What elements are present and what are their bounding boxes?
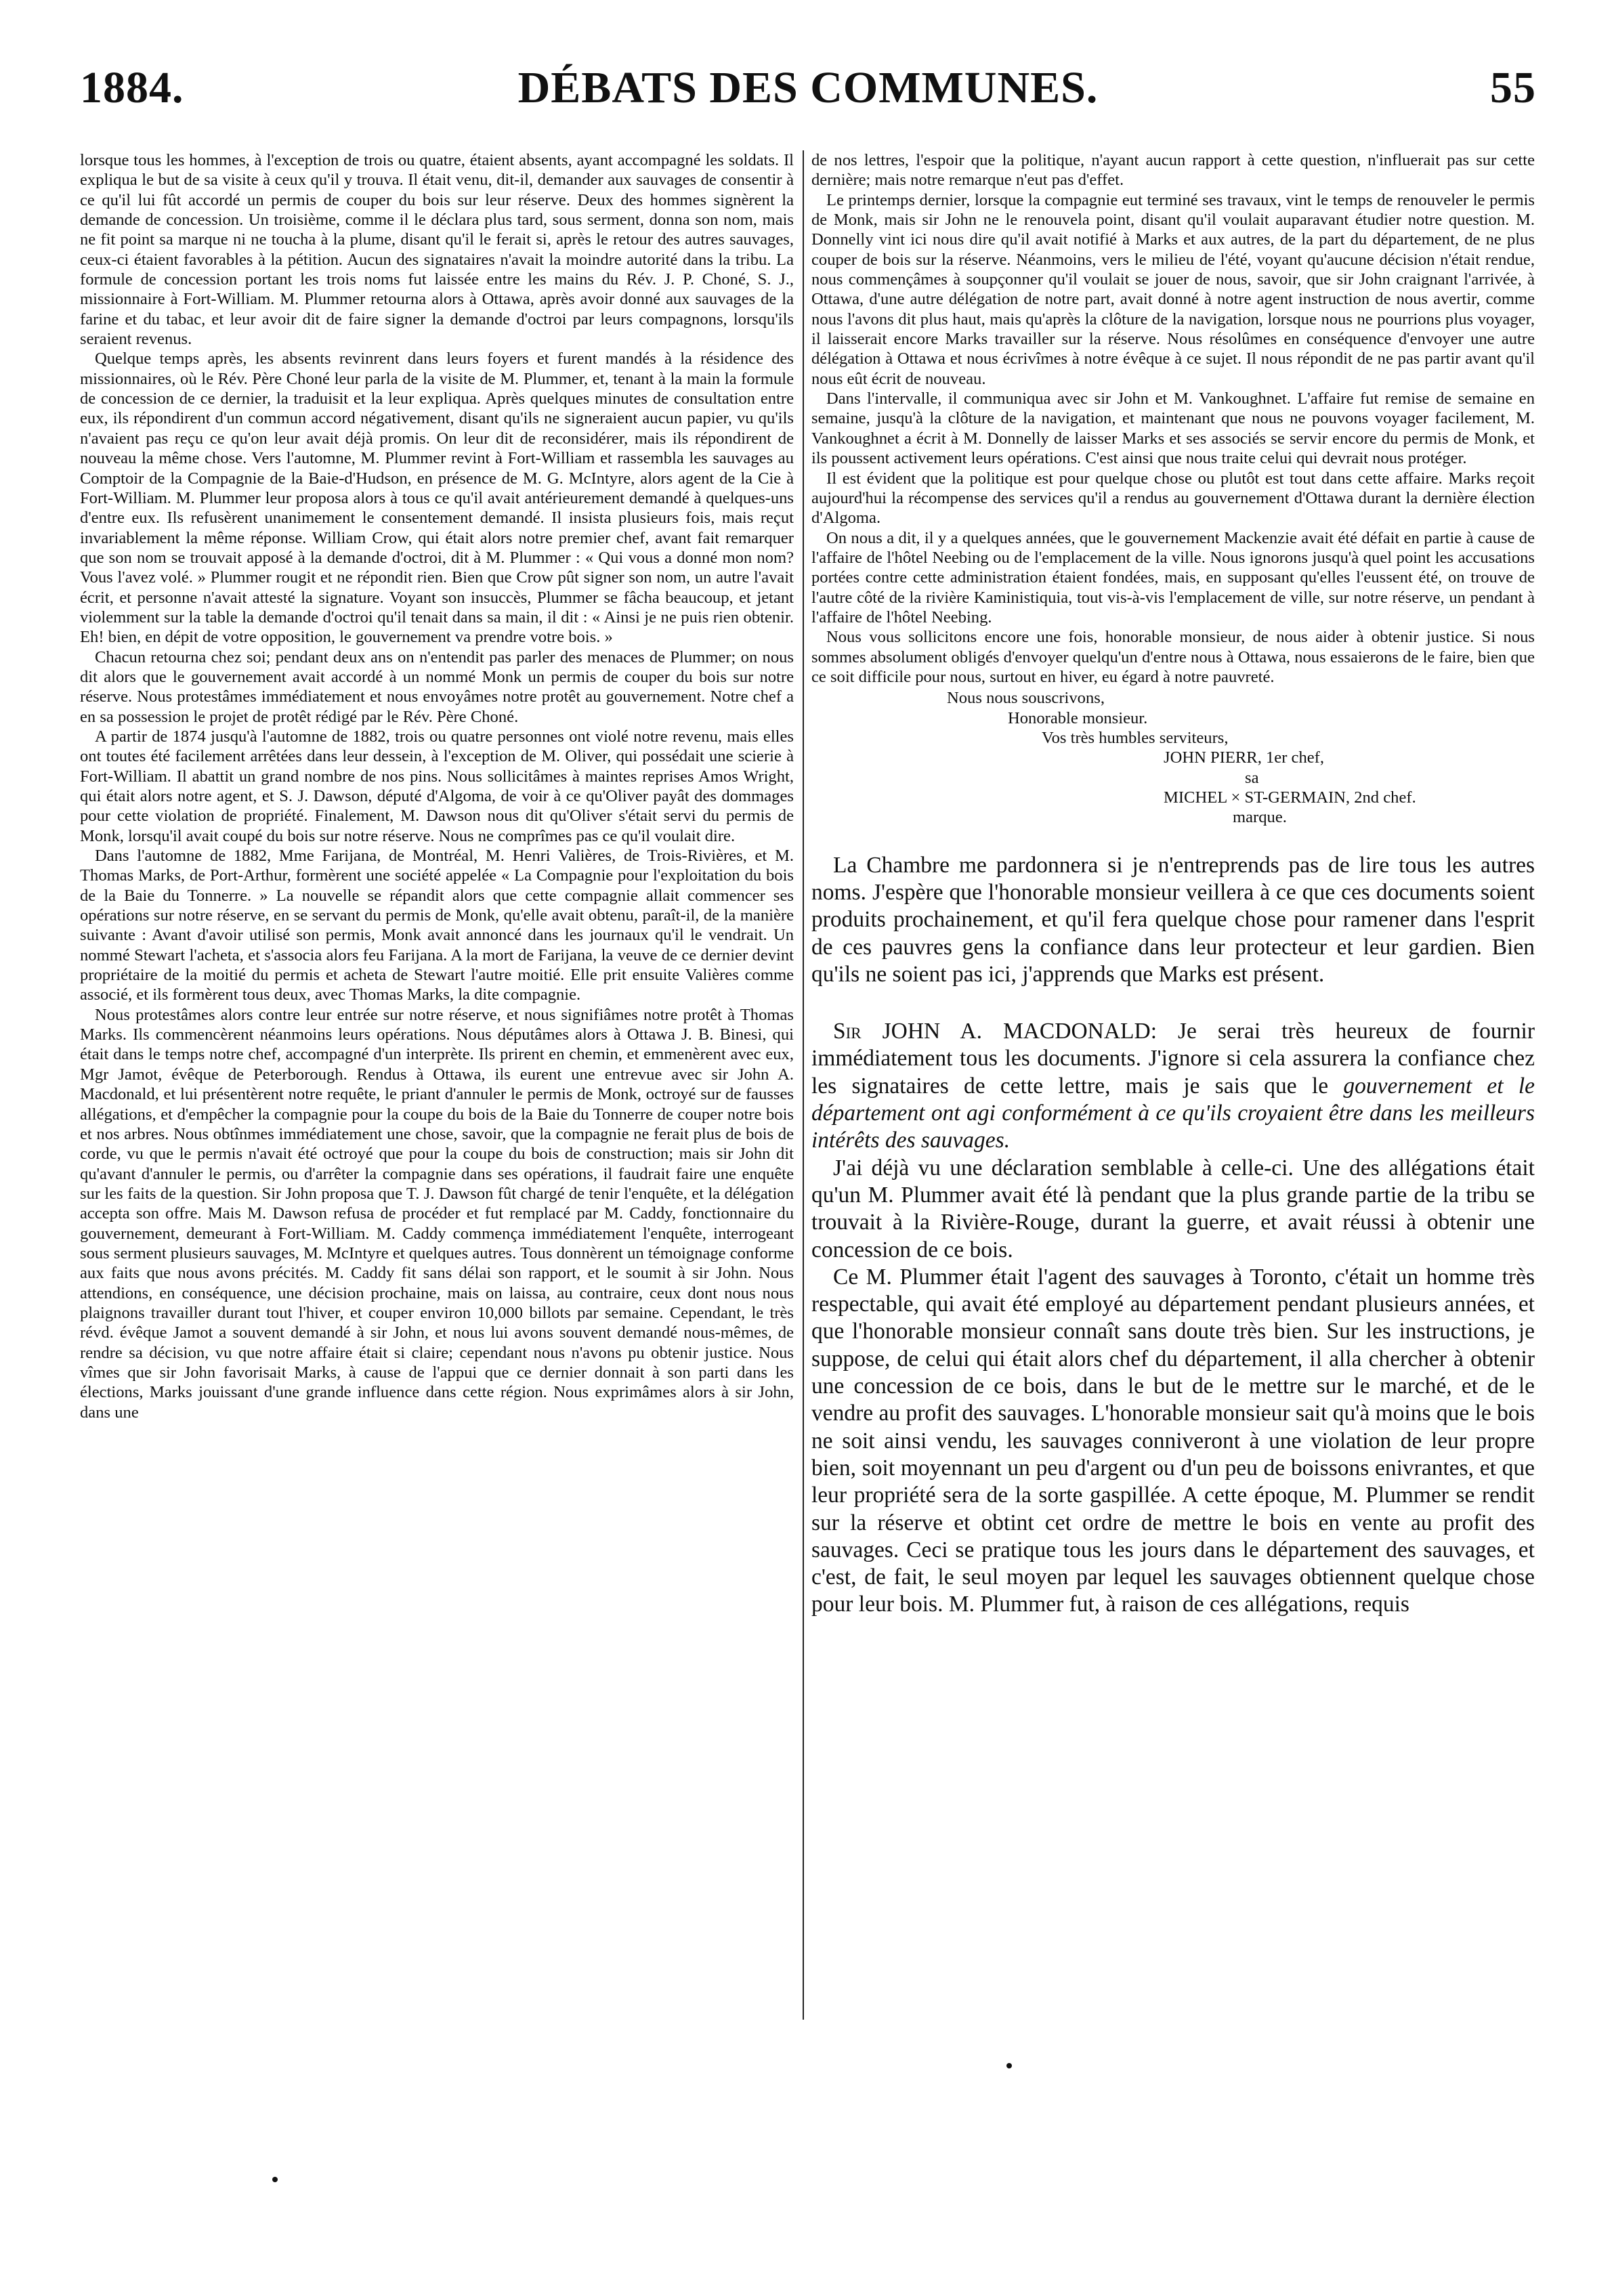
left-paragraph-2: Quelque temps après, les absents revinrent dans leurs foyers et furent mandés à la résidence des missionnaires, où le Rév. Père Choné leur parla de la visite de M. Plummer, et, tenant à la main la formule de concession de ce dernier, la traduisit et la leur expliqua. Après quelques minutes de consultation entre eux, ils répondirent d'un commun accord négativement, disant qu'ils ne signeraient aucun papier, vu qu'ils n'avaient pas reçu ce qu'on leur avait déjà promis. On leur dit de reconsidérer, mais ils répondirent de nouveau la même chose. Vers l'automne, M. Plummer revint à Fort-William et rassembla les sauvages au Comptoir de la Compagnie de la Baie-d'Hudson, en présence de M. G. McIntyre, alors agent de la Cie à Fort-William. M. Plummer leur proposa alors à tous ce qu'il avait antérieurement demandé à quelques-uns d'entre eux. Ils refusèrent unanimement le consentement demandé. Il insista plusieurs fois, mais reçut invariablement la même réponse. William Crow, qui était alors notre premier chef, avant fait remarquer que son nom se trouvait apposé à la demande d'octroi, dit à M. Plummer : « Qui vous a donné mon nom? Vous l'avez volé. » Plummer rougit et ne répondit rien. Bien que Crow pût signer son nom, un autre l'avait écrit, et personne n'avait attesté la signature. Voyant son insuccès, Plummer se fâcha beaucoup, et jetant violemment sur la table la demande d'octroi qu'il tenait dans sa main, il dit : « Ainsi je ne puis rien obtenir. Eh! bien, en dépit de votre opposition, le gouvernement va prendre votre bois. »: [80, 349, 794, 647]
printer-dot-1: [1006, 2063, 1012, 2068]
signature-mark-word: sa: [1245, 768, 1259, 787]
page-number: 55: [1490, 63, 1536, 112]
column-divider: [803, 150, 804, 2020]
debate-remarks: [811, 852, 1535, 1619]
signature-mark-label: marque.: [1233, 808, 1287, 827]
letter-signature: [811, 688, 1535, 827]
signature-closing: Nous nous souscrivons,: [947, 689, 1105, 708]
header-year: 1884.: [80, 63, 184, 112]
speech-paragraph-3: Ce M. Plummer était l'agent des sauvages à Toronto, c'était un homme très respectable, qui avait été employé au département pendant plusieurs années, et que l'honorable monsieur connaît sans doute très bien. Sur les instructions, je suppose, de celui qui était alors chef du département, il alla chercher à obtenir une concession de ce bois, dans le but de le mettre sur le marché, et de le vendre au profit des sauvages. L'honorable monsieur sait qu'à moins que le bois ne soit ainsi vendu, les sauvages conniveront à une violation de leur propre bien, soit moyennant un peu d'argent ou d'un peu de boissons enivrantes, et que leur propriété sera de la sorte gaspillée. A cette époque, M. Plummer se rendit sur la réserve et obtint cet ordre de mettre le bois en vente au profit des sauvages. Ceci se pratique tous les jours dans le département des sauvages, et c'est, de fait, le seul moyen par lequel les sauvages obtiennent quelque chose pour leur bois. M. Plummer fut, à raison de ces allégations, requis: [811, 1264, 1535, 1617]
speech-opening: : Je serai très heureux de fournir immédiatement tous les documents. J'ignore si cela assurera la confiance chez les signataires de cette lettre, mais je sais que le: [811, 1019, 1535, 1099]
remark-paragraph-1: La Chambre me pardonnera si je n'entreprends pas de lire tous les autres noms. J'espère que l'honorable monsieur veillera à ce que ces documents soient produits prochainement, et qu'il fera quelque chose pour ramener dans l'esprit de ces pauvres gens la confiance dans leur protecteur et leur gardien. Bien qu'ils ne soient pas ici, j'apprends que Marks est présent.: [811, 852, 1535, 987]
signature-second-chief: MICHEL × ST-GERMAIN, 2nd chef.: [1164, 788, 1416, 807]
speaker-name: Sir JOHN A. MACDONALD: [833, 1019, 1151, 1044]
signature-first-chief: JOHN PIERR, 1er chef,: [1164, 748, 1325, 767]
left-column: [80, 150, 794, 1422]
right-paragraph-2: Le printemps dernier, lorsque la compagnie eut terminé ses travaux, vint le temps de renouveler le permis de Monk, mais sir John ne le renouvela point, disant qu'il voulait auparavant étudier notre question. M. Donnelly vint ici nous dire qu'il avait notifié à Marks et aux autres, de la part du département, de ne plus couper de bois sur la réserve. Néanmoins, vers le milieu de l'été, voyant qu'aucune décision n'était rendue, nous commençâmes à soupçonner qu'il voulait se jouer de nous, savoir, que sir John craignant l'arrivée, à Ottawa, d'une autre délégation de notre part, avait donné à notre agent instruction de nous avertir, comme nous l'avons dit plus haut, mais qu'après la clôture de la navigation, lorsque nous ne pourrions plus voyager, il laisserait encore Marks travailler sur la réserve. Nous résolûmes en conséquence d'envoyer une autre délégation à Ottawa et nous écrivîmes à notre évêque à ce sujet. Il nous répondit de ne pas partir avant qu'il nous eût écrit de nouveau.: [811, 190, 1535, 388]
left-paragraph-3: Chacun retourna chez soi; pendant deux ans on n'entendit pas parler des menaces de Plummer; on nous dit alors que le gouvernement avait accordé à un nommé Monk un permis de couper du bois sur notre réserve. Nous protestâmes immédiatement et nous envoyâmes notre protêt au gouvernement. Notre chef a en sa possession le projet de protêt rédigé par le Rév. Père Choné.: [80, 647, 794, 726]
header-title: DÉBATS DES COMMUNES.: [517, 63, 1099, 112]
printer-dot-2: [272, 2177, 278, 2182]
left-paragraph-4: A partir de 1874 jusqu'à l'automne de 1882, trois ou quatre personnes ont violé notre revenu, mais elles ont toutes été facilement arrêtées dans leur dessein, à l'exception de M. Oliver, qui possédait une scierie à Fort-William. Il abattit un grand nombre de nos pins. Nous sollicitâmes à maintes reprises Amos Wright, qui était alors notre agent, et S. J. Dawson, député d'Algoma, de voir à ce qu'Oliver payât des dommages pour cette violation de propriété. Finalement, M. Dawson nous dit qu'Oliver s'était servi du permis de Monk, lorsqu'il avait coupé du bois sur notre réserve. Nous ne comprîmes pas ce qu'il voulait dire.: [80, 727, 794, 845]
left-paragraph-5: Dans l'automne de 1882, Mme Farijana, de Montréal, M. Henri Valières, de Trois-Rivières, et M. Thomas Marks, de Port-Arthur, formèrent une société appelée « La Compagnie pour l'exploitation du bois de la Baie du Tonnerre. » La nouvelle se répandit alors que cette compagnie allait commencer ses opérations sur notre réserve, en se servant du permis de Monk, qu'elle avait obtenu, paraît-il, de la manière suivante : Avant d'avoir utilisé son permis, Monk avait annoncé dans les journaux qu'il le vendrait. Un nommé Stewart l'acheta, et s'associa alors feu Farijana. A la mort de Farijana, la veuve de ce dernier devint propriétaire de la moitié du permis et acheta de Stewart l'autre moitié. Elle prit ensuite Valières comme associé, et ils formèrent tous deux, avec Thomas Marks, la dite compagnie.: [80, 847, 794, 1004]
left-paragraph-6: Nous protestâmes alors contre leur entrée sur notre réserve, et nous signifiâmes notre protêt à Thomas Marks. Ils commencèrent néanmoins leurs opérations. Nous députâmes alors à Ottawa J. B. Binesi, qui était dans le temps notre chef, accompagné d'un interprète. Ils prirent en chemin, et emmenèrent avec eux, Mgr Jamot, évêque de Peterborough. Rendus à Ottawa, ils eurent une entrevue avec sir John A. Macdonald, et lui présentèrent notre requête, le priant d'annuler le permis de Monk, octroyé sur de fausses allégations, et d'empêcher la compagnie pour la coupe du bois de la Baie du Tonnerre de couper notre bois et nos arbres. Nous obtînmes immédiatement une chose, savoir, que la compagnie ne ferait plus de bois de corde, vu que le permis n'avait été octroyé que pour la coupe du bois de construction; mais sir John dit qu'avant d'annuler le permis, ou d'arrêter la compagnie dans ses opérations, il faudrait faire une enquête sur les faits de la question. Sir John proposa que T. J. Dawson fût chargé de tenir l'enquête, et la délégation accepta son offre. Mais M. Dawson refusa de procéder et fut remplacé par M. Caddy, fonctionnaire du gouvernement, demeurant à Fort-William. M. Caddy commença immédiatement l'enquête, interrogeant sous serment plusieurs sauvages, M. McIntyre et quelques autres. Tous donnèrent un témoignage conforme aux faits que nous avons précités. M. Caddy fit sans délai son rapport, et le soumit à sir John. Nous attendions, en conséquence, une décision prochaine, mais on laissa, au contraire, ceux dont nous nous plaignons travailler durant tout l'hiver, et couper environ 10,000 billots par semaine. Cependant, le très révd. évêque Jamot a souvent demandé à sir John, et nous lui avons souvent demandé nous-mêmes, de rendre sa décision, vu que notre affaire était si claire; cependant nous n'avons pu obtenir justice. Nous vîmes que sir John favorisait Marks, à cause de l'appui que ce dernier donnait à son parti dans les élections, Marks jouissant d'une grande influence dans cette région. Nous exprimâmes alors à sir John, dans une: [80, 1005, 794, 1422]
right-paragraph-6: Nous vous sollicitons encore une fois, honorable monsieur, de nous aider à obtenir justice. Si nous sommes absolument obligés d'envoyer quelqu'un d'entre nous à Ottawa, nous essaierons de le faire, bien que ce soit difficile pour nous, surtout en hiver, eu égard à notre pauvreté.: [811, 628, 1535, 686]
left-paragraph-1: lorsque tous les hommes, à l'exception de trois ou quatre, étaient absents, ayant accompagné les soldats. Il expliqua le but de sa visite à ceux qu'il y trouva. Il était venu, dit-il, demander aux sauvages de consentir à ce qu'il lui fût accordé un permis de couper du bois sur leur réserve. Deux des hommes signèrent la demande de concession. Un troisième, comme il le déclara plus tard, sous serment, donna son nom, mais ne fit point sa marque ni ne toucha à la plume, disant qu'il le ferait si, après le retour des autres sauvages, ceux-ci étaient favorables à la pétition. Aucun des signataires n'avait la moindre autorité dans la tribu. La formule de concession portant les trois noms fut laissée entre les mains du Rév. J. P. Choné, S. J., missionnaire à Fort-William. M. Plummer retourna alors à Ottawa, après avoir donné aux sauvages de la farine et du tabac, et leur avoir dit de faire signer la demande d'octroi par leurs compagnons, lorsqu'ils seraient revenus.: [80, 151, 794, 349]
signature-salutation: Honorable monsieur.: [1008, 708, 1148, 727]
right-paragraph-1: de nos lettres, l'espoir que la politique, n'ayant aucun rapport à cette question, n'influerait pas sur cette dernière; mais notre remarque n'eut pas d'effet.: [811, 151, 1535, 190]
right-column: [811, 150, 1535, 1619]
right-paragraph-5: On nous a dit, il y a quelques années, que le gouvernement Mackenzie avait été défait en partie à cause de l'affaire de l'hôtel Neebing ou de l'emplacement de la ville. Nous ignorons jusqu'à quel point les accusations portées contre cette administration étaient fondées, mais, en supposant qu'elles l'eussent été, on trouve de l'autre côté de la rivière Kaministiquia, tout vis-à-vis l'emplacement de ville, sur notre réserve, un pendant à l'affaire de l'hôtel Neebing.: [811, 528, 1535, 626]
page-header: [80, 62, 1536, 123]
speech-paragraph-2: J'ai déjà vu une déclaration semblable à celle-ci. Une des allégations était qu'un M. Plummer avait été là pendant que la plus grande partie de la tribu se trouvait à la Rivière-Rouge, durant la guerre, et avait réussi à obtenir une concession de ce bois.: [811, 1155, 1535, 1262]
speech-italic: gouvernement et le département ont agi conformément à ce qu'ils croyaient être dans les meilleurs intérêts des sauvages.: [811, 1073, 1535, 1153]
letter-continuation: [811, 150, 1535, 687]
signature-servants: Vos très humbles serviteurs,: [1042, 728, 1229, 747]
speech-opening-paragraph: [811, 1018, 1535, 1154]
right-paragraph-3: Dans l'intervalle, il communiqua avec sir John et M. Vankoughnet. L'affaire fut remise de semaine en semaine, jusqu'à la clôture de la navigation, et maintenant que nous ne pouvons voyager facilement, M. Vankoughnet a écrit à M. Donnelly de laisser Marks et ses associés se servir encore du permis de Monk, et ils poussent activement leurs opérations. C'est ainsi que nous traite celui qui devrait nous protéger.: [811, 389, 1535, 468]
right-paragraph-4: Il est évident que la politique est pour quelque chose ou plutôt est tout dans cette affaire. Marks reçoit aujourd'hui la récompense des services qu'il a rendus au gouvernement d'Ottawa durant la dernière élection d'Algoma.: [811, 469, 1535, 528]
